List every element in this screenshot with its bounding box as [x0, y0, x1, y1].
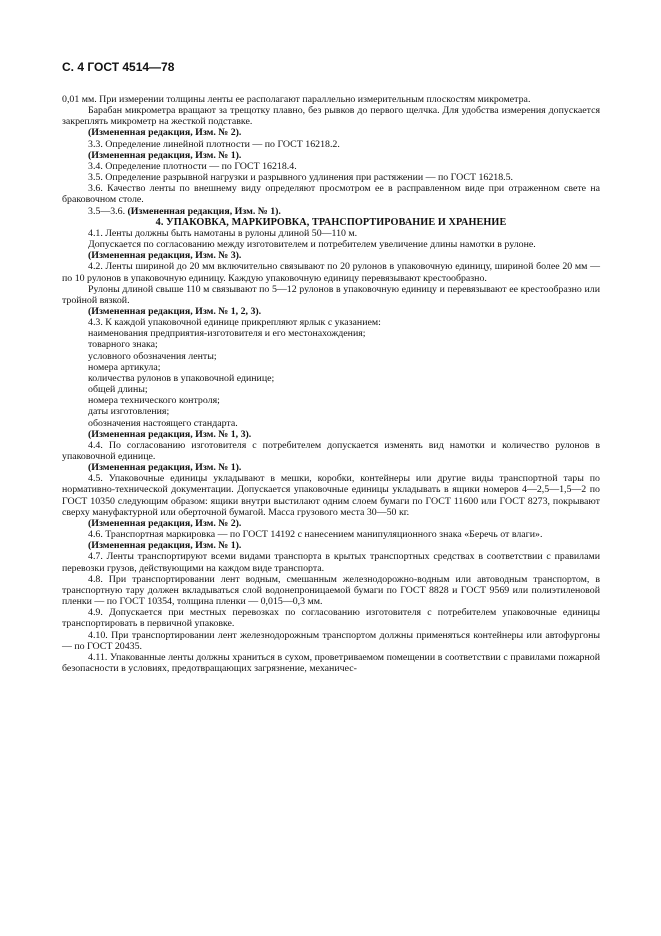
amendment-note: (Измененная редакция, Изм. № 1). [88, 462, 242, 474]
amendment-note: (Измененная редакция, Изм. № 2). [88, 517, 242, 529]
paragraph: 4.10. При транспортировании лент железнодорожным транспортом должны применяться контейнеры или автофургоны — по ГОСТ 20435. [62, 629, 600, 652]
paragraph [62, 206, 600, 217]
paragraph: 4.11. Упакованные ленты должны храниться в сухом, проветриваемом помещении в соответствии с правилами пожарной безопасности в условиях, предотвращающих загрязнение, механичес- [62, 651, 600, 674]
paragraph: 3.4. Определение плотности — по ГОСТ 16218.4. [88, 160, 297, 172]
list-item: обозначения настоящего стандарта. [88, 417, 238, 429]
paragraph: 4.7. Ленты транспортируют всеми видами транспорта в крытых транспортных средствах в соответствии с правилами перевозки грузов, действующими на каждом виде транспорта. [62, 551, 600, 574]
amendment-note: (Измененная редакция, Изм. № 2). [88, 127, 242, 139]
amendment-note: (Измененная редакция, Изм. № 3). [88, 250, 242, 262]
paragraph-number: 3.5—3.6. [88, 205, 128, 217]
list-item: товарного знака; [88, 339, 158, 351]
section-heading: 4. УПАКОВКА, МАРКИРОВКА, ТРАНСПОРТИРОВАНИЕ И ХРАНЕНИЕ [155, 216, 507, 228]
amendment-note: (Измененная редакция, Изм. № 1). [88, 540, 242, 552]
list-item: общей длины; [88, 384, 148, 396]
paragraph: 4.9. Допускается при местных перевозках по согласованию изготовителя с потребителем упаковочные единицы транспортировать в первичной упаковке. [62, 607, 600, 630]
paragraph: Барабан микрометра вращают за трещотку плавно, без рывков до первого щелчка. Для удобства измерения допускается закреплять микрометр на жесткой подставке. [62, 105, 600, 128]
paragraph: 4.2. Ленты шириной до 20 мм включительно связывают по 20 рулонов в упаковочную единицу, шириной более 20 мм — по 10 рулонов в упаковочную единицу. Каждую упаковочную единицу перевязывают крестообразно. [62, 261, 600, 284]
paragraph: 3.3. Определение линейной плотности — по ГОСТ 16218.2. [88, 138, 340, 150]
list-item: номера артикула; [88, 361, 161, 373]
paragraph: Допускается по согласованию между изготовителем и потребителем увеличение длины намотки в рулоне. [88, 239, 536, 251]
paragraph: 3.6. Качество ленты по внешнему виду определяют просмотром ее в расправленном виде при отраженном свете на браковочном столе. [62, 183, 600, 206]
paragraph: 4.8. При транспортировании лент водным, смешанным железнодорожно-водным или автоводным транспортом, в транспортную тару должен вкладываться слой водонепроницаемой бумаги по ГОСТ 8828 и ГОСТ 9569 или полиэтиленовой пленки — по ГОСТ 10354, толщина пленки — 0,015—0,3 мм. [62, 573, 600, 608]
paragraph: 3.5. Определение разрывной нагрузки и разрывного удлинения при растяжении — по ГОСТ 16218.5. [88, 172, 514, 184]
paragraph: 0,01 мм. При измерении толщины ленты ее располагают параллельно измерительным плоскостям микрометра. [62, 94, 531, 105]
list-item: условного обозначения ленты; [88, 350, 217, 362]
paragraph: 4.5. Упаковочные единицы укладывают в мешки, коробки, контейнеры или другие виды транспортной тары по нормативно-технической документации. Допускается упаковочные единицы укладывать в ящики номеров 4—2,5—1,5—2 по ГОСТ 10350 следующим образом: ящики внутри выстилают одним слоем бумаги по ГОСТ 11600 или ГОСТ 8273, покрывают сверху мануфактурной или оберточной бумагой. Масса грузового места 30—50 кг. [62, 473, 600, 518]
amendment-note: (Измененная редакция, Изм. № 1). [127, 205, 281, 217]
page-header: С. 4 ГОСТ 4514—78 [62, 60, 175, 74]
paragraph: 4.6. Транспортная маркировка — по ГОСТ 14192 с нанесением манипуляционного знака «Беречь от влаги». [88, 529, 543, 541]
paragraph: 4.3. К каждой упаковочной единице прикрепляют ярлык с указанием: [88, 317, 381, 329]
paragraph: 4.1. Ленты должны быть намотаны в рулоны длиной 50—110 м. [88, 227, 358, 239]
label-contents-list [62, 328, 600, 428]
list-item: количества рулонов в упаковочной единице; [88, 372, 275, 384]
amendment-note: (Измененная редакция, Изм. № 1, 3). [88, 428, 252, 440]
document-body [62, 94, 600, 674]
list-item: номера технического контроля; [88, 395, 220, 407]
paragraph: 4.4. По согласованию изготовителя с потребителем допускается изменять вид намотки и количество рулонов в упаковочной единице. [62, 439, 600, 462]
amendment-note: (Измененная редакция, Изм. № 1). [88, 149, 242, 161]
list-item: наименования предприятия-изготовителя и его местонахождения; [88, 328, 366, 340]
paragraph: Рулоны длиной свыше 110 м связывают по 5—12 рулонов в упаковочную единицу и перевязывают ее крестообразно или тройной вязкой. [62, 283, 600, 306]
list-item: даты изготовления; [88, 406, 170, 418]
amendment-note: (Измененная редакция, Изм. № 1, 2, 3). [88, 305, 262, 317]
